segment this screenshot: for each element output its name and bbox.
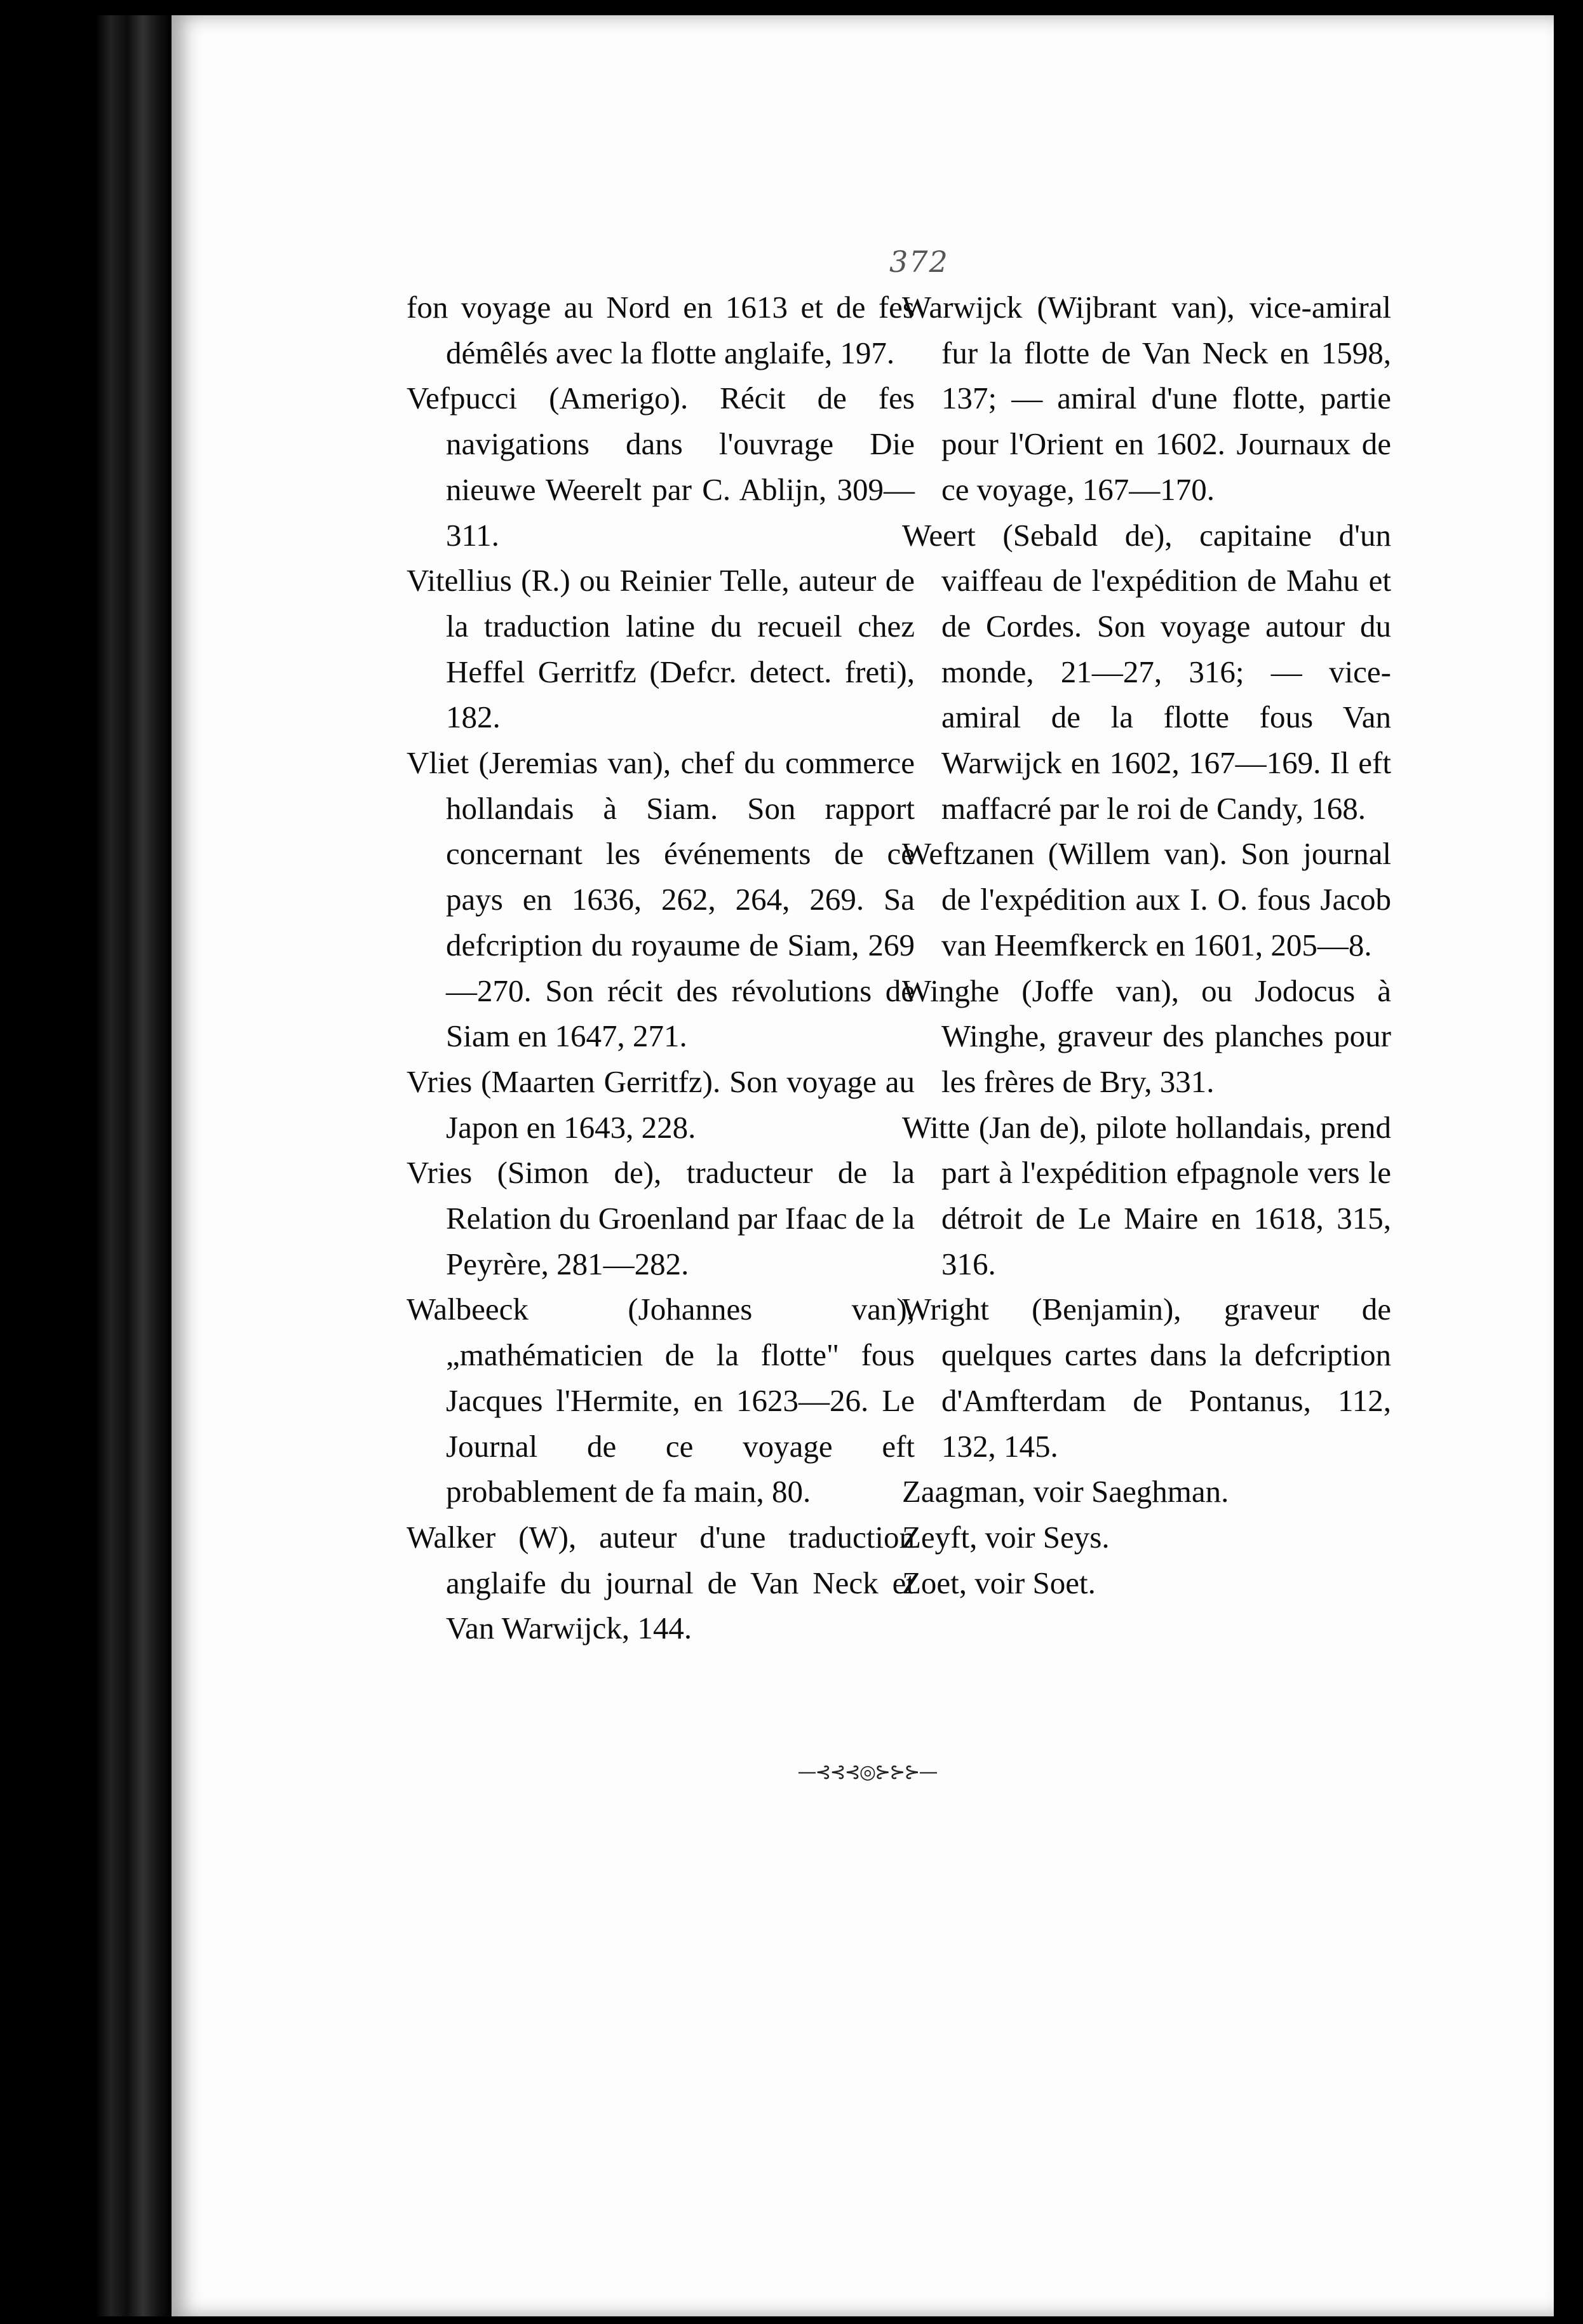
- book-spine-shadow: [0, 0, 172, 2324]
- index-entry: Weert (Sebald de), capitaine d'un vaiffeau de l'expédition de Mahu et de Cordes. Son voyage autour du monde, 21—27, 316; — vice-amiral de la flotte fous Van Warwijck en 1602, 167—169. Il eft maffacré par le roi de Candy, 168.: [902, 517, 1391, 826]
- index-entry: Witte (Jan de), pilote hollandais, prend part à l'expédition efpagnole vers le détroit de Le Maire en 1618, 315, 316.: [902, 1109, 1391, 1281]
- index-entry: Vitellius (R.) ou Reinier Telle, auteur de la traduction latine du recueil chez Heffel Gerritfz (Defcr. detect. freti), 182.: [407, 563, 915, 735]
- index-entry: Vliet (Jeremias van), chef du commerce hollandais à Siam. Son rapport concernant les événements de ce pays en 1636, 262, 264, 269. Sa defcription du royaume de Siam, 269—270. Son récit des révolutions de Siam en 1647, 271.: [407, 745, 915, 1054]
- scan-border-top: [0, 0, 1583, 15]
- index-entry: Warwijck (Wijbrant van), vice-amiral fur la flotte de Van Neck en 1598, 137; — amiral d'une flotte, partie pour l'Orient en 1602. Journaux de ce voyage, 167—170.: [902, 290, 1391, 507]
- index-entry: Vefpucci (Amerigo). Récit de fes navigations dans l'ouvrage Die nieuwe Weerelt par C. Ablijn, 309—311.: [407, 381, 915, 553]
- index-entry: Zoet, voir Soet.: [902, 1565, 1096, 1600]
- index-entry: Walbeeck (Johannes van), „mathématicien de la flotte" fous Jacques l'Hermite, en 1623—26. Le Journal de ce voyage eft probablement de fa main, 80.: [407, 1292, 915, 1510]
- index-entry: Zeyft, voir Seys.: [902, 1519, 1110, 1555]
- index-entry: Walker (W), auteur d'une traduction anglaife du journal de Van Neck et Van Warwijck, 144.: [407, 1519, 915, 1646]
- page-number: 372: [889, 245, 949, 279]
- index-column-left: [407, 285, 915, 1651]
- index-column-right: [902, 285, 1391, 1605]
- index-entry: fon voyage au Nord en 1613 et de fes démêlés avec la flotte anglaife, 197.: [407, 290, 915, 370]
- index-entry: Vries (Maarten Gerritfz). Son voyage au Japon en 1643, 228.: [407, 1064, 915, 1145]
- index-entry: Winghe (Joffe van), ou Jodocus à Winghe, graveur des planches pour les frères de Bry, 331.: [902, 973, 1391, 1099]
- scan-border-right: [1554, 0, 1583, 2324]
- index-entry: Vries (Simon de), traducteur de la Relation du Groenland par Ifaac de la Peyrère, 281—282.: [407, 1155, 915, 1281]
- index-entry: Weftzanen (Willem van). Son journal de l'expédition aux I. O. fous Jacob van Heemfkerck en 1601, 205—8.: [902, 836, 1391, 963]
- scan-border-bottom: [0, 2316, 1583, 2324]
- index-entry: Zaagman, voir Saeghman.: [902, 1474, 1229, 1510]
- end-ornament: [762, 1760, 972, 1785]
- ornament-glyphs: —⊰⊰⊰◎⊱⊱⊱—: [797, 1761, 937, 1783]
- index-entry: Wright (Benjamin), graveur de quelques cartes dans la defcription d'Amfterdam de Pontanus, 112, 132, 145.: [902, 1292, 1391, 1464]
